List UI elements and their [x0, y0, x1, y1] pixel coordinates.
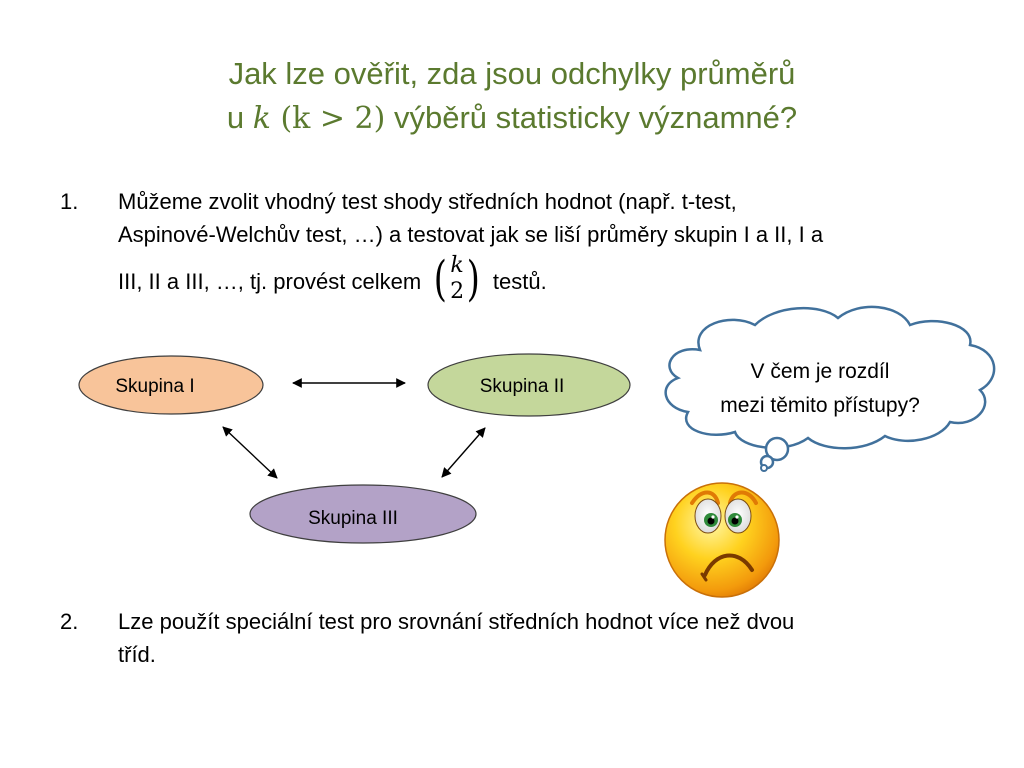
item1-line-2: Aspinové-Welchův test, …) a testovat jak se liší průměry skupin I a II, I a [118, 222, 824, 247]
thought-tail-small [761, 465, 767, 471]
list-text-2 [118, 605, 960, 671]
thought-text-line-1: V čem je rozdíl [750, 360, 890, 383]
thought-bubble [666, 307, 994, 471]
arrow-1-3 [223, 427, 277, 478]
title-suffix: výběrů statisticky významné? [385, 100, 798, 135]
group-label-3: Skupina III [308, 508, 398, 529]
item2-line-2: tříd. [118, 642, 156, 667]
group-label-2: Skupina II [479, 376, 565, 397]
sad-smiley-icon [665, 483, 779, 597]
binomial-top: k [450, 253, 464, 278]
list-item-2 [60, 605, 960, 671]
title-line-1: Jak lze ověřit, zda jsou odchylky průměrů [228, 56, 796, 91]
binomial-bottom: 2 [450, 279, 465, 304]
list-number-2: 2. [60, 609, 79, 634]
title-math-k: k [252, 101, 271, 136]
group-label-1: Skupina I [115, 376, 195, 397]
item1-line-3-suffix: testů. [492, 268, 547, 294]
thought-text-line-2: mezi těmito přístupy? [720, 394, 920, 417]
item2-line-1: Lze použít speciální test pro srovnání středních hodnot více než dvou [118, 609, 795, 634]
title-prefix: u [226, 100, 253, 135]
title-math-condition: (k > 2) [280, 101, 386, 136]
list-number-1: 1. [60, 189, 79, 214]
item1-line-3-prefix: III, II a III, …, tj. provést celkem [118, 268, 422, 294]
arrow-2-3 [442, 428, 485, 477]
binomial-coefficient: ( k 2 ) [434, 251, 480, 307]
item1-line-1: Můžeme zvolit vhodný test shody středních hodnot (např. t-test, [118, 189, 737, 214]
